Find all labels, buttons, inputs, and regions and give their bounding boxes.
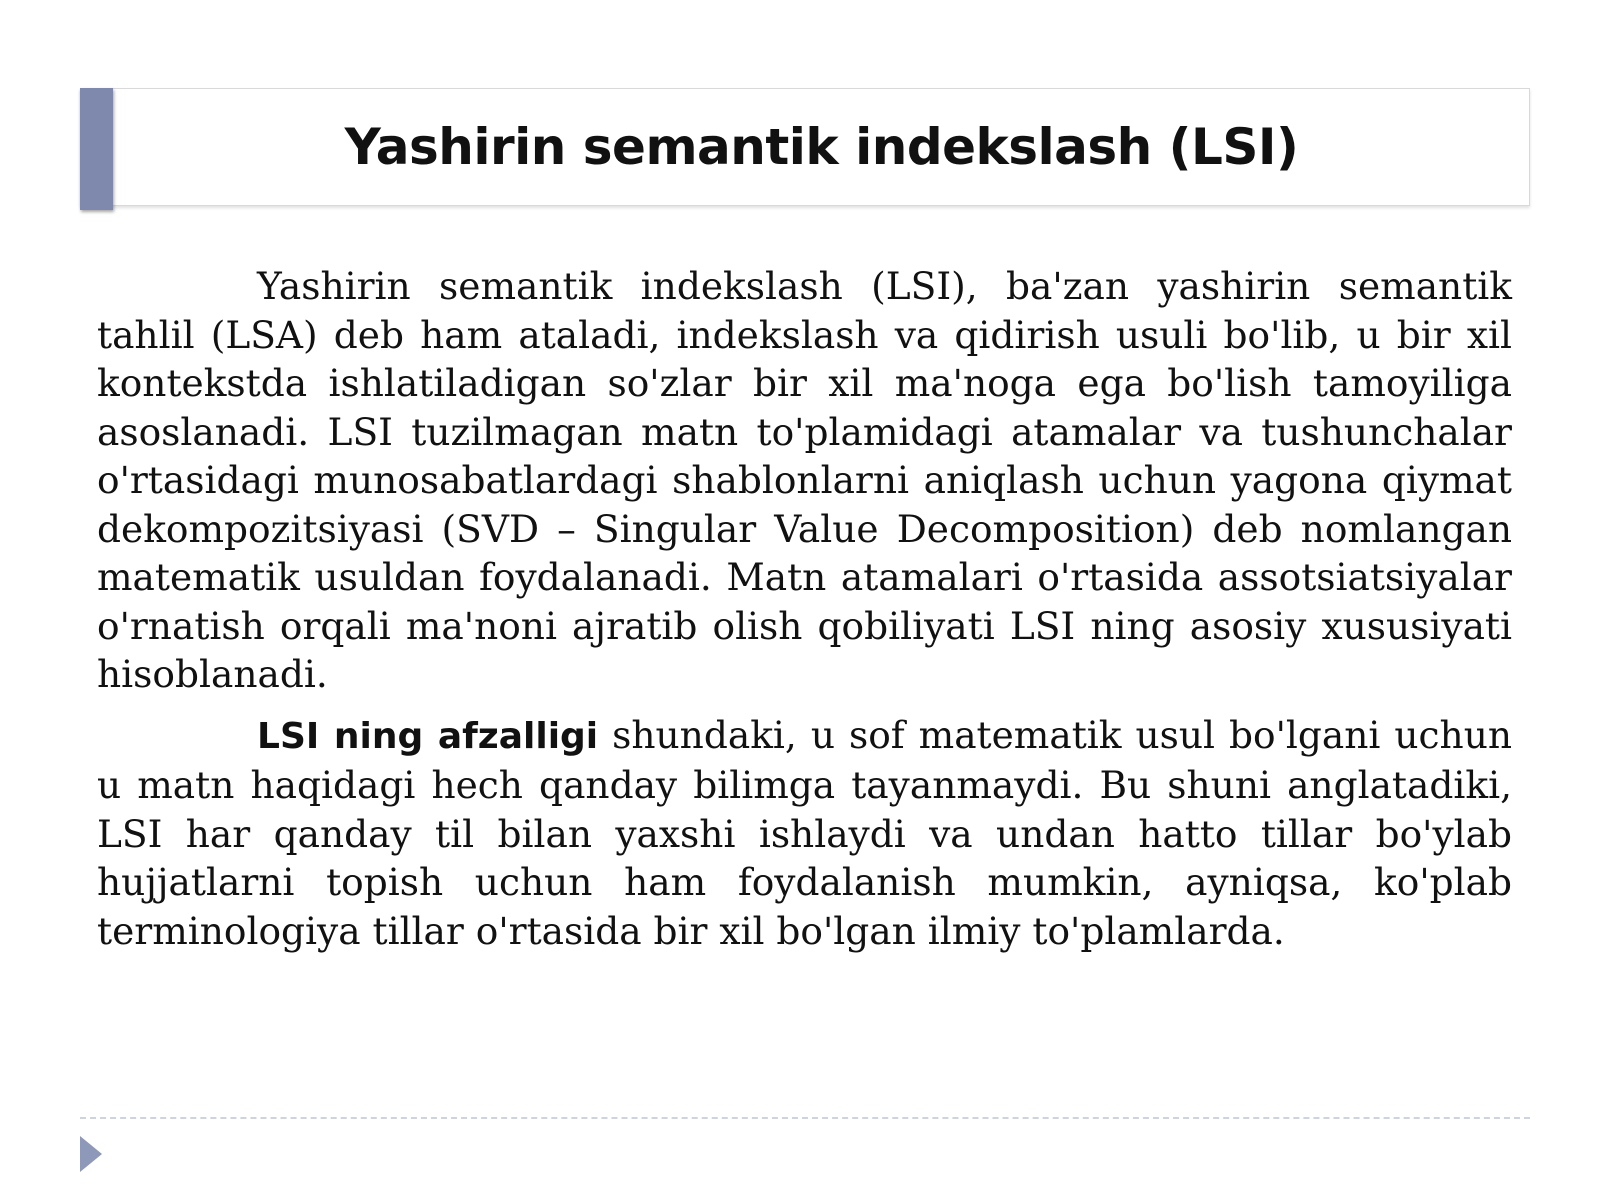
slide-title: Yashirin semantik indekslash (LSI) (344, 118, 1299, 176)
title-accent-bar (80, 88, 113, 210)
paragraph-2-text: shundaki, u sof matematik usul bo'lgani uchun u matn haqidagi hech qanday bilimga tayanmaydi. Bu shuni anglatadiki, LSI har qanday til bilan yaxshi ishlaydi va undan hatto tillar bo'ylab hujjatlarni topish uchun ham foydalanish mumkin, ayniqsa, ko'plab terminologiya tillar o'rtasida bir xil bo'lgan ilmiy to'plamlarda. (97, 712, 1512, 953)
footer-divider (80, 1117, 1530, 1119)
paragraph-2 (97, 711, 1512, 956)
play-arrow-icon (80, 1136, 102, 1172)
paragraph-2-lead: LSI ning afzalligi (257, 715, 599, 757)
paragraph-1: Yashirin semantik indekslash (LSI), ba'zan yashirin semantik tahlil (LSA) deb ham ataladi, indekslash va qidirish usuli bo'lib, u bir xil kontekstda ishlatiladigan so'zlar bir xil ma'noga ega bo'lish tamoyiliga asoslanadi. LSI tuzilmagan matn to'plamidagi atamalar va tushunchalar o'rtasidagi munosabatlardagi shablonlarni aniqlash uchun yagona qiymat dekompozitsiyasi (SVD – Singular Value Decomposition) deb nomlangan matematik usuldan foydalanadi. Matn atamalari o'rtasida assotsiatsiyalar o'rnatish orqali ma'noni ajratib olish qobiliyati LSI ning asosiy xususiyati hisoblanadi. (97, 264, 1512, 696)
slide-body (97, 262, 1512, 967)
